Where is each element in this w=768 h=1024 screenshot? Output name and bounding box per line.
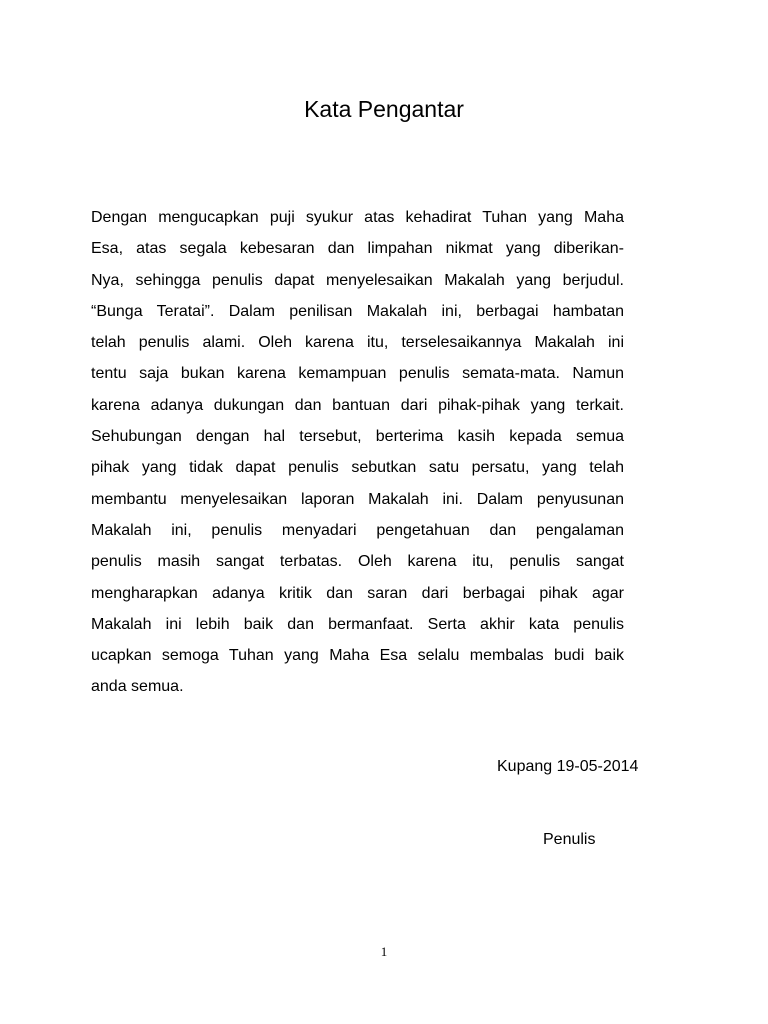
paragraph-line: Esa, atas segala kebesaran dan limpahan nikmat yang diberikan-: [91, 240, 624, 258]
paragraph-line: Makalah ini, penulis menyadari pengetahuan dan pengalaman: [91, 521, 624, 539]
place-date: Kupang 19-05-2014: [497, 758, 639, 775]
paragraph-line: Makalah ini lebih baik dan bermanfaat. Serta akhir kata penulis: [91, 615, 624, 633]
paragraph-line: penulis masih sangat terbatas. Oleh karena itu, penulis sangat: [91, 553, 624, 571]
paragraph-line: Sehubungan dengan hal tersebut, berterima kasih kepada semua: [91, 428, 624, 446]
paragraph-line: Nya, sehingga penulis dapat menyelesaikan Makalah yang berjudul.: [91, 271, 624, 289]
page-title: Kata Pengantar: [304, 96, 464, 122]
page-number: 1: [380, 944, 388, 959]
paragraph-line: Dengan mengucapkan puji syukur atas kehadirat Tuhan yang Maha: [91, 209, 624, 226]
paragraph-line: tentu saja bukan karena kemampuan penulis semata-mata. Namun: [91, 365, 624, 383]
paragraph-line: mengharapkan adanya kritik dan saran dari berbagai pihak agar: [91, 584, 624, 602]
paragraph-line: “Bunga Teratai”. Dalam penilisan Makalah ini, berbagai hambatan: [91, 302, 624, 320]
paragraph-line: telah penulis alami. Oleh karena itu, terselesaikannya Makalah ini: [91, 334, 624, 352]
paragraph-line: pihak yang tidak dapat penulis sebutkan satu persatu, yang telah: [91, 459, 624, 477]
signer-name: Penulis: [543, 831, 596, 848]
body-paragraph: [91, 202, 624, 703]
paragraph-line: karena adanya dukungan dan bantuan dari pihak-pihak yang terkait.: [91, 396, 624, 414]
paragraph-line: ucapkan semoga Tuhan yang Maha Esa selalu membalas budi baik: [91, 647, 624, 665]
paragraph-line: membantu menyelesaikan laporan Makalah ini. Dalam penyusunan: [91, 490, 624, 508]
paragraph-line: anda semua.: [91, 678, 184, 696]
